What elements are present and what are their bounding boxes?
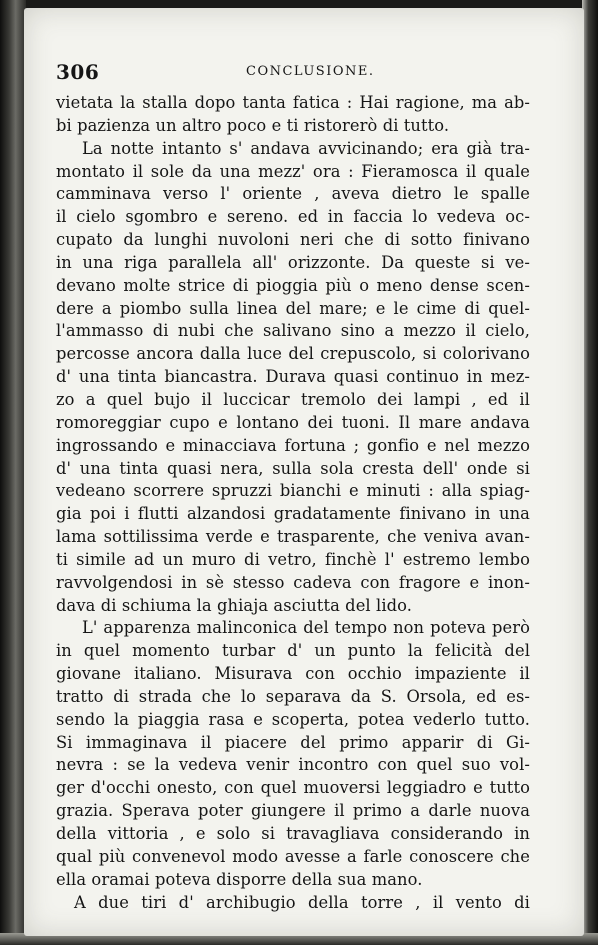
text-line: cupato da lunghi nuvoloni neri che di sotto finivano: [56, 230, 530, 250]
text-line: ti simile ad un muro di vetro, finchè l' estremo lembo: [56, 549, 530, 569]
text-line: tratto di strada che lo separava da S. Orsola, ed es-: [56, 686, 530, 706]
text-line: vietata la stalla dopo tanta fatica : Hai ragione, ma ab-: [56, 93, 530, 112]
text-line: lama sottilissima verde e trasparente, che veniva avan-: [56, 527, 530, 547]
text-line: A due tiri d' archibugio della torre , il vento di: [74, 892, 530, 912]
text-line: dere a piombo sulla linea del mare; e le cime di quel-: [56, 298, 530, 318]
text-line: grazia. Sperava poter giungere il primo a darle nuova: [56, 801, 530, 821]
text-line: percosse ancora dalla luce del crepuscolo, si colorivano: [56, 344, 530, 364]
page-number: 306: [56, 60, 100, 84]
text-line: ger d'occhi onesto, con quel muoversi leggiadro e tutto: [56, 778, 530, 798]
text-line: l'ammasso di nubi che salivano sino a mezzo il cielo,: [56, 321, 530, 341]
printed-text-block: [56, 56, 530, 914]
text-line: ravvolgendosi in sè stesso cadeva con fragore e inon-: [56, 572, 530, 592]
text-line: sendo la piaggia rasa e scoperta, potea vederlo tutto.: [56, 709, 530, 729]
text-line: Si immaginava il piacere del primo apparir di Gi-: [56, 732, 530, 752]
text-line: della vittoria , e solo si travagliava considerando in: [56, 824, 530, 843]
text-line: bi pazienza un altro poco e ti ristorerò di tutto.: [56, 115, 450, 135]
chapter-title: CONCLUSIONE.: [246, 64, 375, 79]
text-line: giovane italiano. Misurava con occhio impaziente il: [56, 664, 530, 684]
text-line: vedeano scorrere spruzzi bianchi e minuti : alla spiag-: [56, 481, 530, 501]
text-line: in una riga parallela all' orizzonte. Da queste si ve-: [56, 252, 530, 272]
book-binding-edge: [0, 0, 26, 945]
text-line: dava di schiuma la ghiaja asciutta del lido.: [56, 595, 413, 615]
body-text: [56, 92, 530, 914]
text-line: montato il sole da una mezz' ora : Fieramosca il quale: [56, 161, 530, 181]
text-line: d' una tinta quasi nera, sulla sola cresta dell' onde si: [56, 458, 530, 478]
text-line: La notte intanto s' andava avvicinando; era già tra-: [82, 138, 530, 158]
text-line: in quel momento turbar d' un punto la felicità del: [56, 641, 530, 661]
text-line: ingrossando e minacciava fortuna ; gonfio e nel mezzo: [56, 435, 530, 455]
text-line: zo a quel bujo il luccicar tremolo dei lampi , ed il: [56, 389, 530, 409]
text-line: ella oramai poteva disporre della sua mano.: [56, 869, 423, 889]
text-line: nevra : se la vedeva venir incontro con quel suo vol-: [56, 755, 530, 775]
text-line: L' apparenza malinconica del tempo non poteva però: [82, 618, 530, 638]
text-line: camminava verso l' oriente , aveva dietro le spalle: [56, 184, 530, 204]
text-line: devano molte strice di pioggia più o meno dense scen-: [56, 275, 530, 295]
text-line: romoreggiar cupo e lontano dei tuoni. Il mare andava: [56, 412, 530, 432]
text-line: gia poi i flutti alzandosi gradatamente finivano in una: [56, 504, 530, 524]
text-line: il cielo sgombro e sereno. ed in faccia lo vedeva oc-: [56, 207, 530, 227]
text-line: d' una tinta biancastra. Durava quasi continuo in mez-: [56, 367, 530, 387]
page-stack-edge: [582, 0, 598, 945]
text-line: qual più convenevol modo avesse a farle conoscere che: [56, 846, 530, 866]
running-head: [56, 56, 530, 92]
